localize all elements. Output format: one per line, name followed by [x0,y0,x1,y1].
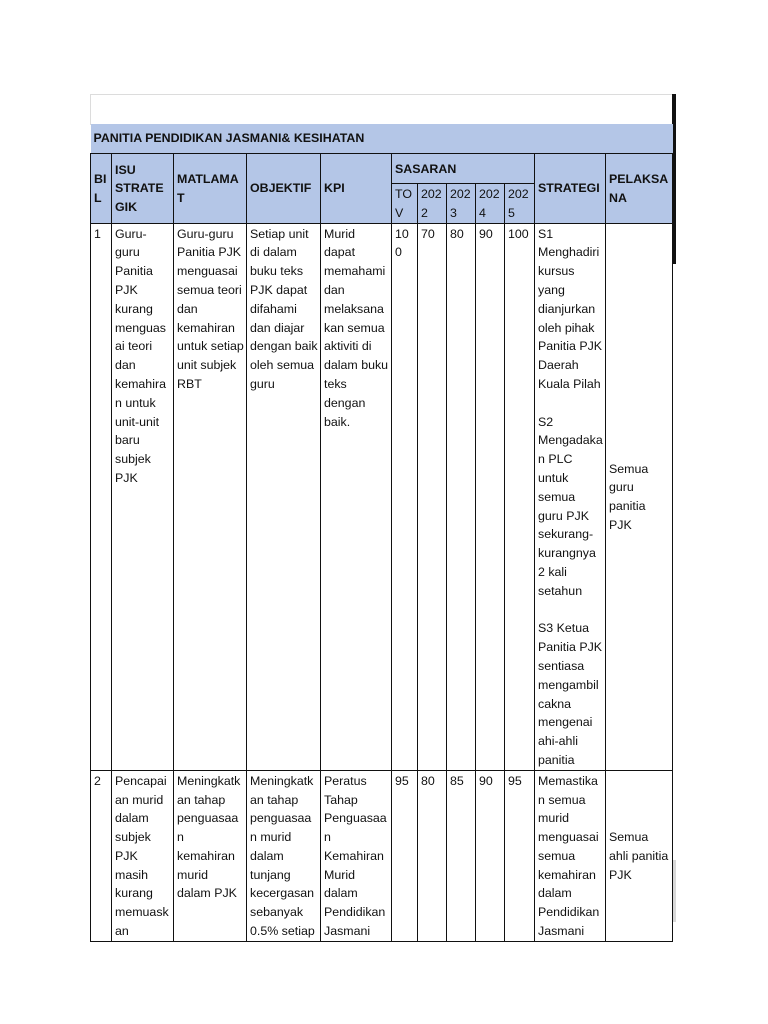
strategi-s2: S2 Mengadakan PLC untuk semua guru PJK sekurang-kurangnya 2 kali setahun [538,414,603,598]
cell-kpi: Peratus Tahap Penguasaan Kemahiran Murid dalam Pendidikan Jasmani [321,770,392,941]
header-matlamat: MATLAMAT [174,154,247,224]
strategi-s3: S3 Ketua Panitia PJK sentiasa mengambil cakna mengenai ahi-ahli panitia [538,621,603,767]
header-year-2023: 2023 [447,184,476,224]
cell-sasaran-2025: 95 [505,770,535,941]
sheet-top-blank-row [90,94,676,125]
table-row [91,223,673,770]
header-strategi: STRATEGI [535,154,606,224]
strategi-s1: S1 Menghadiri kursus yang dianjurkan oleh pihak Panitia PJK Daerah Kuala Pilah [538,226,603,391]
header-sasaran: SASARAN [392,154,535,184]
cell-sasaran-2025: 100 [505,223,535,770]
header-isu-strategik: ISU STRATEGIK [112,154,174,224]
header-year-tov: TOV [392,184,418,224]
cell-matlamat: Meningkatkan tahap penguasaan kemahiran murid dalam PJK [174,770,247,941]
cell-objektif: Meningkatkan tahap penguasaan murid dalam tunjang kecergasan sebanyak 0.5% setiap [247,770,321,941]
cell-sasaran-2024: 90 [476,223,505,770]
cell-matlamat: Guru-guru Panitia PJK menguasai semua teori dan kemahiran untuk setiap unit subjek RBT [174,223,247,770]
cell-bil: 1 [91,223,112,770]
header-kpi: KPI [321,154,392,224]
header-objektif: OBJEKTIF [247,154,321,224]
header-year-2022: 2022 [418,184,447,224]
cell-sasaran-tov: 100 [392,223,418,770]
cell-strategi [535,223,606,770]
cell-strategi: Memastikan semua murid menguasai semua kemahiran dalam Pendidikan Jasmani [535,770,606,941]
cell-pelaksana: Semua ahli panitia PJK [606,770,673,941]
cell-pelaksana: Semua guru panitia PJK [606,223,673,770]
cell-sasaran-2023: 80 [447,223,476,770]
table-title: PANITIA PENDIDIKAN JASMANI& KESIHATAN [91,124,673,154]
cell-sasaran-tov: 95 [392,770,418,941]
cell-isu: Guru-guru Panitia PJK kurang menguasai teori dan kemahiran untuk unit-unit baru subjek PJK [112,223,174,770]
cell-sasaran-2022: 70 [418,223,447,770]
cell-isu: Pencapaian murid dalam subjek PJK masih kurang memuaskan [112,770,174,941]
cell-kpi: Murid dapat memahami dan melaksanakan semua aktiviti di dalam buku teks dengan baik. [321,223,392,770]
rancangan-strategik-table [90,124,673,942]
cell-sasaran-2022: 80 [418,770,447,941]
header-year-2025: 2025 [505,184,535,224]
header-pelaksana: PELAKSANA [606,154,673,224]
cell-sasaran-2024: 90 [476,770,505,941]
header-bil: BIL [91,154,112,224]
cell-bil: 2 [91,770,112,941]
cell-sasaran-2023: 85 [447,770,476,941]
table-row [91,770,673,941]
cell-objektif: Setiap unit di dalam buku teks PJK dapat difahami dan diajar dengan baik oleh semua guru [247,223,321,770]
header-year-2024: 2024 [476,184,505,224]
